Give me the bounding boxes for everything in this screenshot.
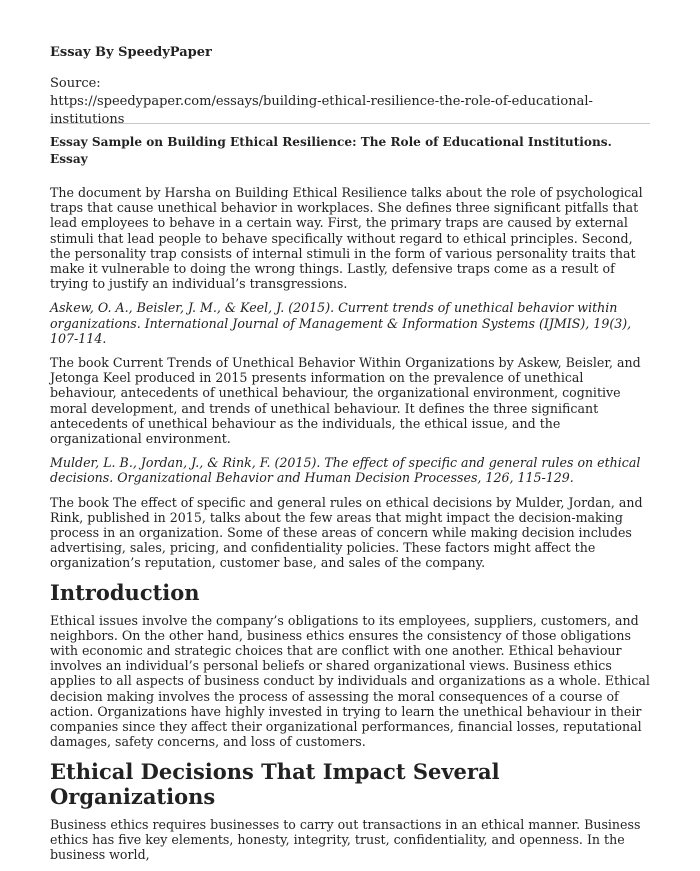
section-heading-introduction: Introduction bbox=[50, 579, 200, 605]
essay-title: Essay Sample on Building Ethical Resilience: The Role of Educational Institutions. Essay bbox=[50, 135, 612, 166]
essay-body bbox=[50, 185, 650, 871]
document-header bbox=[50, 44, 650, 129]
body-paragraph: The book The effect of specific and general rules on ethical decisions by Mulder, Jordan, and Rink, published in 2015, talks about the few areas that might impact the decision-making process in an organization. Some of these areas of concern while making decision includes advertising, sales, pricing, and confidentiality policies. These factors might affect the organization’s reputation, customer base, and sales of the company. bbox=[50, 494, 643, 571]
introduction-paragraph: Ethical issues involve the company’s obligations to its employees, suppliers, customers, and neighbors. On the other hand, business ethics ensures the consistency of those obligations with economic and strategic choices that are conflict with one another. Ethical behaviour involves an individual’s personal beliefs or shared organizational views. Business ethics applies to all aspects of business conduct by individuals and organizations as a whole. Ethical decision making involves the process of assessing the moral consequences of a course of action. Organizations have highly invested in trying to learn the unethical behaviour in their companies since they affect their organizational performances, financial losses, reputational damages, safety concerns, and loss of customers. bbox=[50, 612, 650, 750]
body-paragraph: The book Current Trends of Unethical Behavior Within Organizations by Askew, Beisler, and Jetonga Keel produced in 2015 presents information on the prevalence of unethical behaviour, antecedents of unethical behaviour, the organizational environment, cognitive moral development, and trends of unethical behaviour. It defines the three significant antecedents of unethical behaviour as the individuals, the ethical issue, and the organizational environment. bbox=[50, 355, 641, 447]
reference-citation: Mulder, L. B., Jordan, J., & Rink, F. (2015). The effect of specific and general rules on ethical decisions. Organizational Behavior and Human Decision Processes, 126, 115-129. bbox=[50, 455, 641, 486]
ethical-decisions-paragraph: Business ethics requires businesses to carry out transactions in an ethical manner. Business ethics has five key elements, honesty, integrity, trust, confidentiality, and openness. In the business world, bbox=[50, 816, 641, 862]
body-paragraph: The document by Harsha on Building Ethical Resilience talks about the role of psychological traps that cause unethical behavior in workplaces. She defines three significant pitfalls that lead employees to behave in a certain way. First, the primary traps are caused by external stimuli that lead people to behave specifically without regard to ethical principles. Second, the personality trap consists of internal stimuli in the form of various personality traits that make it vulnerable to doing the wrong things. Lastly, defensive traps come as a result of trying to justify an individual’s transgressions. bbox=[50, 185, 643, 292]
section-heading-ethical-decisions: Ethical Decisions That Impact Several Organizations bbox=[50, 758, 500, 809]
source-url: https://speedypaper.com/essays/building-ethical-resilience-the-role-of-educational-institutions bbox=[50, 94, 593, 127]
header-title: Essay By SpeedyPaper bbox=[50, 45, 212, 60]
reference-citation: Askew, O. A., Beisler, J. M., & Keel, J. (2015). Current trends of unethical behavior within organizations. International Journal of Management & Information Systems (IJMIS), 19(3), 107-114. bbox=[50, 300, 632, 346]
source-label: Source: bbox=[50, 76, 101, 91]
header-divider bbox=[50, 123, 650, 124]
